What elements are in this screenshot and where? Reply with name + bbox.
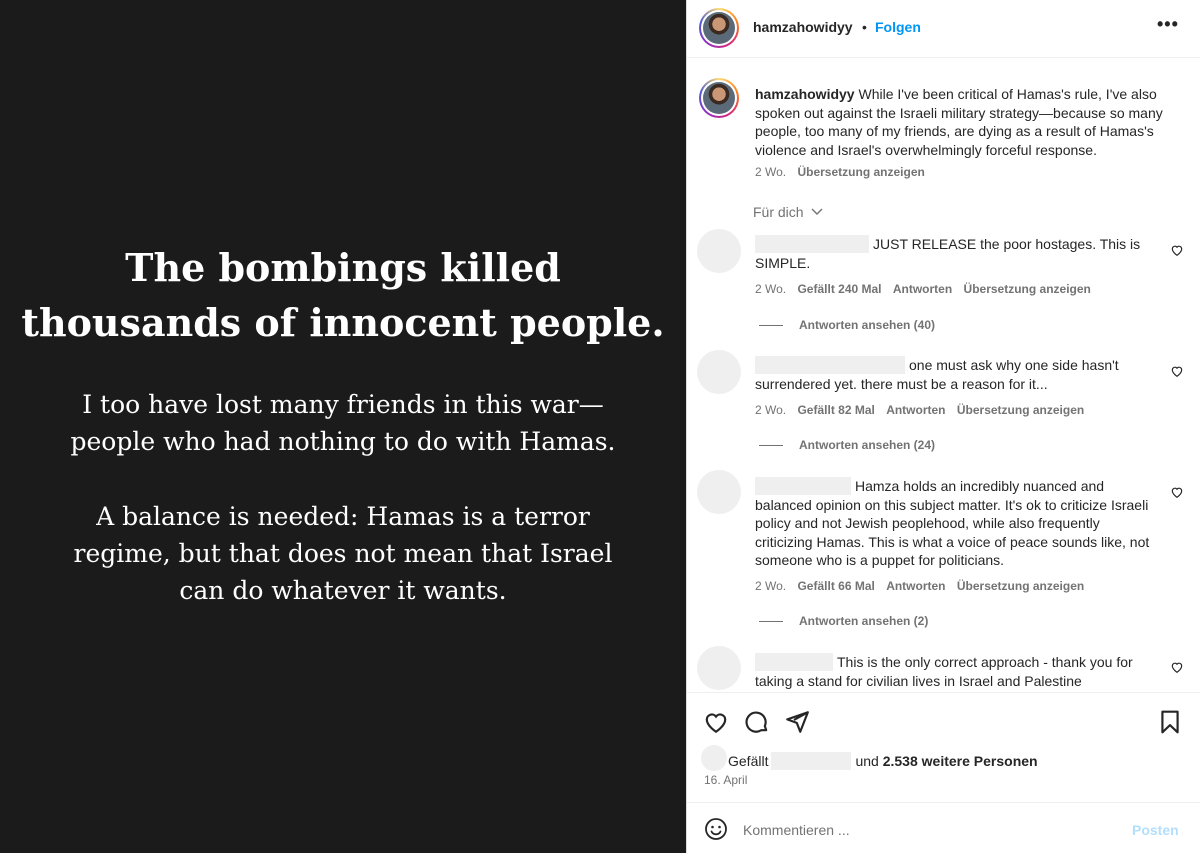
view-replies-label: Antworten ansehen (40) [799, 318, 936, 332]
paragraph-line: A balance is needed: Hamas is a terror [96, 502, 590, 531]
paragraph-line: can do whatever it wants. [179, 576, 507, 605]
view-replies-button[interactable] [759, 614, 928, 628]
redacted-username[interactable] [755, 356, 905, 374]
comment-sort-dropdown[interactable] [753, 204, 823, 220]
comment-body: JUST RELEASE the poor hostages. This is SIMPLE. [755, 236, 1141, 271]
headline-line: thousands of innocent people. [21, 300, 665, 345]
replies-line [759, 621, 783, 622]
like-heart-icon[interactable] [703, 709, 729, 735]
caption-text: While I've been critical of Hamas's rule, I've also spoken out against the Israeli military strategy—because so many people, too many of my friends, are dying as a result of Hamas's violence and Israel's overwhelmingly forceful response. [755, 86, 1163, 158]
comment-text [755, 356, 1155, 393]
paragraph-line: regime, but that does not mean that Israel [73, 539, 613, 568]
like-comment-heart-icon[interactable] [1170, 364, 1184, 378]
comment-likes[interactable]: Gefällt 240 Mal [797, 282, 882, 296]
like-comment-heart-icon[interactable] [1170, 660, 1184, 674]
comment-meta [755, 579, 1084, 593]
comment-time[interactable]: 2 Wo. [755, 579, 787, 593]
replies-line [759, 445, 783, 446]
post-comment-button[interactable]: Posten [1132, 822, 1179, 838]
like-comment-heart-icon[interactable] [1170, 485, 1184, 499]
sort-label: Für dich [753, 204, 804, 220]
comment-avatar[interactable] [697, 470, 741, 514]
comment-body: This is the only correct approach - thank you for taking a stand for civilian lives in Israel and Palestine [755, 654, 1133, 689]
caption-translate-link[interactable]: Übersetzung anzeigen [797, 165, 925, 179]
image-paragraph-2 [0, 498, 686, 609]
comment-input-bar [687, 802, 1200, 853]
comment-likes[interactable]: Gefällt 66 Mal [797, 579, 875, 593]
comment-bubble-icon[interactable] [744, 709, 770, 735]
comment-avatar[interactable] [697, 229, 741, 273]
reply-button[interactable]: Antworten [886, 579, 946, 593]
image-paragraph-1 [0, 386, 686, 460]
headline-line: The bombings killed [125, 245, 561, 290]
view-replies-button[interactable] [759, 438, 935, 452]
post-side-panel [686, 0, 1200, 853]
likes-prefix: Gefällt [728, 753, 769, 769]
comment-text [755, 477, 1155, 570]
translate-link[interactable]: Übersetzung anzeigen [956, 403, 1085, 417]
post-caption [755, 85, 1187, 159]
likes-and: und [855, 753, 879, 769]
comment-avatar[interactable] [697, 646, 741, 690]
comment-body: Hamza holds an incredibly nuanced and balanced opinion on this subject matter. It's ok to criticize Israeli policy and not Jewish peoplehood, while also frequently criticizing Hamas. This is what a voice of peace sounds like, not someone who is a puppet for politicians. [755, 478, 1150, 568]
comment-meta [755, 403, 1084, 417]
bookmark-save-icon[interactable] [1157, 709, 1183, 735]
view-replies-button[interactable] [759, 318, 935, 332]
chevron-down-icon [811, 208, 823, 216]
comment-time[interactable]: 2 Wo. [755, 403, 787, 417]
comment-body: one must ask why one side hasn't surrendered yet. there must be a reason for it... [755, 357, 1119, 392]
view-replies-label: Antworten ansehen (2) [799, 614, 929, 628]
more-options-icon[interactable]: ••• [1157, 14, 1179, 34]
caption-time[interactable]: 2 Wo. [755, 165, 787, 179]
comment-likes[interactable]: Gefällt 82 Mal [797, 403, 875, 417]
paragraph-line: I too have lost many friends in this war— [82, 390, 604, 419]
separator-dot: • [862, 19, 867, 35]
reply-button[interactable]: Antworten [892, 282, 953, 296]
caption-username[interactable]: hamzahowidyy [755, 86, 855, 102]
caption-meta [755, 165, 925, 179]
likes-count[interactable]: 2.538 weitere Personen [882, 753, 1038, 769]
caption-author-avatar[interactable] [699, 78, 739, 118]
post-header [687, 0, 1200, 58]
author-username[interactable]: hamzahowidyy [753, 19, 853, 35]
replies-line [759, 325, 783, 326]
author-avatar[interactable] [699, 8, 739, 48]
translate-link[interactable]: Übersetzung anzeigen [956, 579, 1085, 593]
image-headline [0, 240, 686, 350]
liker-avatar[interactable] [701, 745, 727, 771]
translate-link[interactable]: Übersetzung anzeigen [963, 282, 1091, 296]
follow-button[interactable]: Folgen [875, 19, 921, 35]
comment-text [755, 653, 1155, 690]
redacted-liker[interactable] [771, 752, 851, 770]
likes-summary[interactable] [728, 752, 1038, 770]
like-comment-heart-icon[interactable] [1170, 243, 1184, 257]
post-actions-bar [687, 692, 1200, 802]
post-date[interactable]: 16. April [704, 773, 748, 787]
comment-time[interactable]: 2 Wo. [755, 282, 787, 296]
comment-avatar[interactable] [697, 350, 741, 394]
comment-input[interactable] [743, 820, 1103, 840]
reply-button[interactable]: Antworten [886, 403, 946, 417]
redacted-username[interactable] [755, 653, 833, 671]
redacted-username[interactable] [755, 477, 851, 495]
comment-meta [755, 282, 1091, 296]
redacted-username[interactable] [755, 235, 869, 253]
view-replies-label: Antworten ansehen (24) [799, 438, 936, 452]
paragraph-line: people who had nothing to do with Hamas. [70, 427, 616, 456]
emoji-smiley-icon[interactable] [704, 817, 728, 841]
comment-text [755, 235, 1155, 272]
share-send-icon[interactable] [784, 709, 810, 735]
